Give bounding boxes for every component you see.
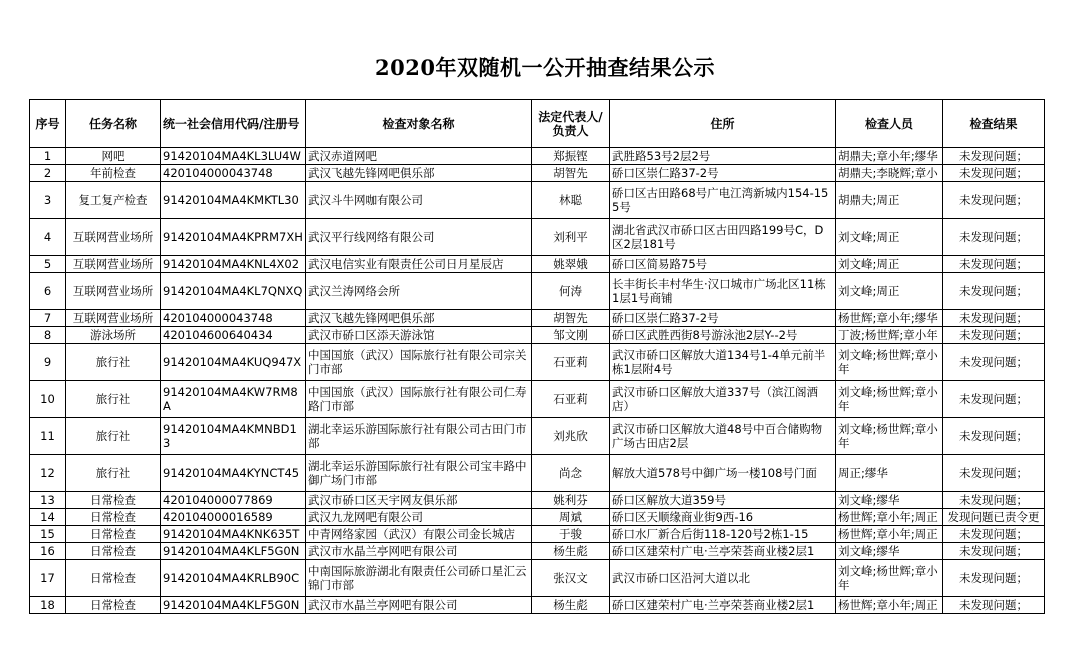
cell-result: 未发现问题；	[943, 165, 1045, 182]
cell-target: 中国国旅（武汉）国际旅行社有限公司宗关门市部	[306, 344, 532, 381]
cell-task: 日常检查	[66, 560, 161, 597]
cell-rep: 胡智先	[532, 310, 610, 327]
cell-task: 互联网营业场所	[66, 256, 161, 273]
cell-rep: 邹文刚	[532, 327, 610, 344]
cell-rep: 郑振铿	[532, 148, 610, 165]
cell-target: 武汉斗牛网咖有限公司	[306, 182, 532, 219]
cell-target: 中国国旅（武汉）国际旅行社有限公司仁寿路门市部	[306, 381, 532, 418]
cell-code: 420104600640434	[161, 327, 306, 344]
cell-target: 武汉市硚口区天宇网友俱乐部	[306, 492, 532, 509]
cell-index: 13	[30, 492, 66, 509]
cell-address: 武汉市硚口区解放大道134号1-4单元前半栋1层附4号	[610, 344, 836, 381]
cell-inspectors: 胡鼎夫;周正	[836, 182, 943, 219]
cell-address: 长丰街长丰村华生·汉口城市广场北区11栋1层1号商铺	[610, 273, 836, 310]
cell-index: 5	[30, 256, 66, 273]
cell-target: 武汉市水晶兰亭网吧有限公司	[306, 543, 532, 560]
cell-rep: 石亚莉	[532, 381, 610, 418]
cell-index: 3	[30, 182, 66, 219]
cell-address: 硚口区崇仁路37-2号	[610, 310, 836, 327]
table-row	[30, 560, 1045, 597]
table-row	[30, 492, 1045, 509]
cell-index: 18	[30, 597, 66, 614]
cell-inspectors: 杨世辉;章小年;周正	[836, 509, 943, 526]
cell-target: 武汉飞越先锋网吧俱乐部	[306, 310, 532, 327]
cell-code: 91420104MA4KNL4X02	[161, 256, 306, 273]
cell-task: 游泳场所	[66, 327, 161, 344]
table-row	[30, 344, 1045, 381]
cell-target: 武汉兰涛网络会所	[306, 273, 532, 310]
cell-result: 未发现问题；	[943, 344, 1045, 381]
cell-result: 发现问题已责令更	[943, 509, 1045, 526]
table-row	[30, 310, 1045, 327]
cell-target: 湖北幸运乐游国际旅行社有限公司宝丰路中御广场门市部	[306, 455, 532, 492]
table-row	[30, 273, 1045, 310]
cell-inspectors: 周正;缪华	[836, 455, 943, 492]
cell-inspectors: 刘文峰;缪华	[836, 492, 943, 509]
header-code: 统一社会信用代码/注册号	[161, 100, 306, 148]
cell-address: 解放大道578号中御广场一楼108号门面	[610, 455, 836, 492]
cell-inspectors: 刘文峰;缪华	[836, 543, 943, 560]
cell-address: 硚口区建荣村广电·兰亭荣荟商业楼2层1	[610, 597, 836, 614]
cell-result: 未发现问题；	[943, 455, 1045, 492]
cell-rep: 刘兆欣	[532, 418, 610, 455]
cell-rep: 胡智先	[532, 165, 610, 182]
cell-code: 91420104MA4KNK635T	[161, 526, 306, 543]
cell-address: 硚口区天顺缘商业街9西-16	[610, 509, 836, 526]
cell-index: 2	[30, 165, 66, 182]
cell-index: 16	[30, 543, 66, 560]
table-row	[30, 256, 1045, 273]
header-result: 检查结果	[943, 100, 1045, 148]
table-row	[30, 526, 1045, 543]
cell-code: 91420104MA4KMKTL30	[161, 182, 306, 219]
cell-address: 硚口区建荣村广电·兰亭荣荟商业楼2层1	[610, 543, 836, 560]
cell-result: 未发现问题；	[943, 381, 1045, 418]
cell-address: 武胜路53号2层2号	[610, 148, 836, 165]
cell-address: 武汉市硚口区沿河大道以北	[610, 560, 836, 597]
cell-target: 湖北幸运乐游国际旅行社有限公司古田门市部	[306, 418, 532, 455]
table-header-row	[30, 100, 1045, 148]
cell-target: 武汉市水晶兰亭网吧有限公司	[306, 597, 532, 614]
header-index: 序号	[30, 100, 66, 148]
cell-result: 未发现问题；	[943, 327, 1045, 344]
cell-code: 91420104MA4KL7QNXQ	[161, 273, 306, 310]
table-row	[30, 597, 1045, 614]
cell-code: 420104000016589	[161, 509, 306, 526]
cell-address: 硚口区崇仁路37-2号	[610, 165, 836, 182]
header-rep: 法定代表人/负责人	[532, 100, 610, 148]
results-table	[29, 99, 1045, 614]
cell-rep: 姚利芬	[532, 492, 610, 509]
cell-result: 未发现问题；	[943, 148, 1045, 165]
cell-code: 420104000043748	[161, 165, 306, 182]
cell-target: 武汉平行线网络有限公司	[306, 219, 532, 256]
table-row	[30, 455, 1045, 492]
cell-target: 中青网络家园（武汉）有限公司金长城店	[306, 526, 532, 543]
header-inspectors: 检查人员	[836, 100, 943, 148]
cell-task: 互联网营业场所	[66, 273, 161, 310]
cell-inspectors: 刘文峰;周正	[836, 273, 943, 310]
cell-rep: 张汉文	[532, 560, 610, 597]
cell-result: 未发现问题；	[943, 543, 1045, 560]
cell-task: 日常检查	[66, 509, 161, 526]
cell-inspectors: 刘文峰;周正	[836, 219, 943, 256]
cell-inspectors: 杨世辉;章小年;周正	[836, 597, 943, 614]
cell-code: 91420104MA4KUQ947X	[161, 344, 306, 381]
cell-code: 420104000043748	[161, 310, 306, 327]
cell-target: 中南国际旅游湖北有限责任公司硚口星汇云锦门市部	[306, 560, 532, 597]
cell-index: 4	[30, 219, 66, 256]
cell-index: 8	[30, 327, 66, 344]
cell-target: 武汉电信实业有限责任公司日月星辰店	[306, 256, 532, 273]
cell-index: 12	[30, 455, 66, 492]
cell-rep: 杨生彪	[532, 597, 610, 614]
table-row	[30, 148, 1045, 165]
cell-inspectors: 胡鼎夫;李晓辉;章小	[836, 165, 943, 182]
header-address: 住所	[610, 100, 836, 148]
cell-rep: 林聪	[532, 182, 610, 219]
cell-address: 武汉市硚口区解放大道337号（滨江阁酒店）	[610, 381, 836, 418]
cell-target: 武汉飞越先锋网吧俱乐部	[306, 165, 532, 182]
cell-task: 日常检查	[66, 526, 161, 543]
cell-task: 复工复产检查	[66, 182, 161, 219]
cell-index: 10	[30, 381, 66, 418]
cell-code: 91420104MA4KLF5G0N	[161, 597, 306, 614]
cell-task: 旅行社	[66, 381, 161, 418]
table-row	[30, 509, 1045, 526]
cell-index: 6	[30, 273, 66, 310]
cell-rep: 尚念	[532, 455, 610, 492]
cell-result: 未发现问题；	[943, 219, 1045, 256]
cell-inspectors: 刘文峰;杨世辉;章小年	[836, 418, 943, 455]
cell-result: 未发现问题；	[943, 526, 1045, 543]
cell-rep: 杨生彪	[532, 543, 610, 560]
cell-code: 91420104MA4KRLB90C	[161, 560, 306, 597]
cell-code: 91420104MA4KPRM7XH	[161, 219, 306, 256]
cell-result: 未发现问题；	[943, 597, 1045, 614]
table-row	[30, 543, 1045, 560]
cell-code: 91420104MA4KMNBD13	[161, 418, 306, 455]
cell-task: 日常检查	[66, 597, 161, 614]
cell-task: 互联网营业场所	[66, 219, 161, 256]
cell-target: 武汉赤道网吧	[306, 148, 532, 165]
cell-index: 17	[30, 560, 66, 597]
cell-inspectors: 刘文峰;杨世辉;章小年	[836, 381, 943, 418]
cell-index: 1	[30, 148, 66, 165]
table-row	[30, 418, 1045, 455]
cell-inspectors: 刘文峰;杨世辉;章小年	[836, 344, 943, 381]
table-row	[30, 165, 1045, 182]
cell-address: 硚口区武胜西街8号游泳池2层Y--2号	[610, 327, 836, 344]
cell-task: 互联网营业场所	[66, 310, 161, 327]
cell-inspectors: 刘文峰;周正	[836, 256, 943, 273]
cell-address: 武汉市硚口区解放大道48号中百合储购物广场古田店2层	[610, 418, 836, 455]
table-row	[30, 327, 1045, 344]
cell-task: 旅行社	[66, 455, 161, 492]
cell-task: 旅行社	[66, 344, 161, 381]
cell-rep: 于骏	[532, 526, 610, 543]
cell-rep: 石亚莉	[532, 344, 610, 381]
cell-result: 未发现问题；	[943, 418, 1045, 455]
cell-task: 日常检查	[66, 543, 161, 560]
cell-result: 未发现问题；	[943, 273, 1045, 310]
table-row	[30, 219, 1045, 256]
cell-index: 11	[30, 418, 66, 455]
cell-result: 未发现问题；	[943, 492, 1045, 509]
cell-inspectors: 胡鼎夫;章小年;缪华	[836, 148, 943, 165]
cell-result: 未发现问题；	[943, 310, 1045, 327]
cell-result: 未发现问题；	[943, 560, 1045, 597]
cell-result: 未发现问题；	[943, 256, 1045, 273]
cell-inspectors: 杨世辉;章小年;缪华	[836, 310, 943, 327]
cell-inspectors: 刘文峰;杨世辉;章小年	[836, 560, 943, 597]
cell-rep: 何涛	[532, 273, 610, 310]
cell-code: 91420104MA4KW7RM8A	[161, 381, 306, 418]
cell-code: 91420104MA4KYNCT45	[161, 455, 306, 492]
cell-address: 湖北省武汉市硚口区古田四路199号C，D区2层181号	[610, 219, 836, 256]
cell-task: 网吧	[66, 148, 161, 165]
cell-index: 14	[30, 509, 66, 526]
cell-address: 硚口水厂新合后街118-120号2栋1-15	[610, 526, 836, 543]
cell-index: 15	[30, 526, 66, 543]
cell-rep: 姚翠娥	[532, 256, 610, 273]
cell-address: 硚口区解放大道359号	[610, 492, 836, 509]
page-title: 2020年双随机一公开抽查结果公示	[375, 55, 715, 80]
cell-code: 91420104MA4KL3LU4W	[161, 148, 306, 165]
cell-index: 9	[30, 344, 66, 381]
table-row	[30, 182, 1045, 219]
cell-result: 未发现问题；	[943, 182, 1045, 219]
cell-task: 旅行社	[66, 418, 161, 455]
header-target: 检查对象名称	[306, 100, 532, 148]
cell-rep: 刘利平	[532, 219, 610, 256]
cell-task: 日常检查	[66, 492, 161, 509]
cell-code: 420104000077869	[161, 492, 306, 509]
cell-target: 武汉市硚口区添天游泳馆	[306, 327, 532, 344]
cell-inspectors: 丁波;杨世辉;章小年	[836, 327, 943, 344]
cell-rep: 周斌	[532, 509, 610, 526]
cell-task: 年前检查	[66, 165, 161, 182]
cell-index: 7	[30, 310, 66, 327]
header-task: 任务名称	[66, 100, 161, 148]
cell-address: 硚口区古田路68号广电江湾新城内154-155号	[610, 182, 836, 219]
table-row	[30, 381, 1045, 418]
cell-inspectors: 杨世辉;章小年;周正	[836, 526, 943, 543]
cell-code: 91420104MA4KLF5G0N	[161, 543, 306, 560]
cell-address: 硚口区简易路75号	[610, 256, 836, 273]
cell-target: 武汉九龙网吧有限公司	[306, 509, 532, 526]
